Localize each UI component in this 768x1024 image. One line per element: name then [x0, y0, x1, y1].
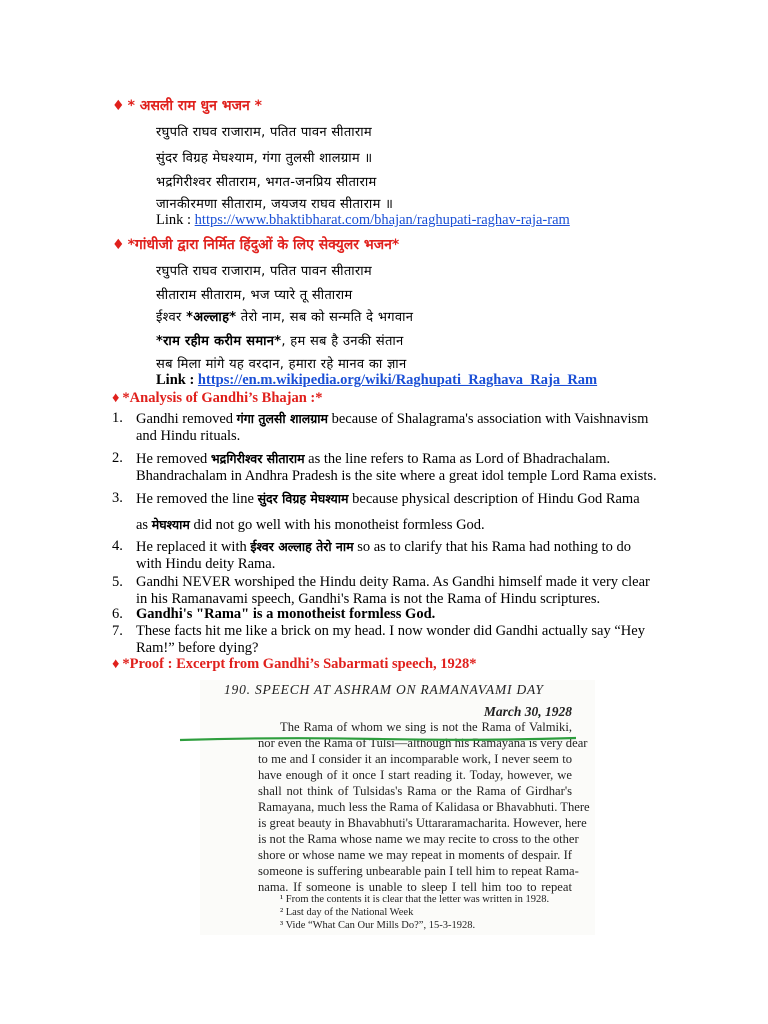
source-link-1: Link : https://www.bhaktibharat.com/bhajan/raghupati-raghav-raja-ram [156, 212, 570, 228]
excerpt-line: nama. If someone is unable to sleep I tell him too to repeat [258, 880, 572, 894]
excerpt-line: have enough of it once I start reading it. Today, however, we [258, 768, 572, 782]
excerpt-body [258, 719, 590, 895]
verse-line: जानकीरमणा सीताराम, जयजय राघव सीताराम ॥ [156, 197, 394, 212]
bhaktibharat-link[interactable]: https://www.bhaktibharat.com/bhajan/raghupati-raghav-raja-ram [194, 212, 570, 228]
excerpt-line: is great beauty in Bhavabhuti's Uttararamacharita. However, here [258, 816, 587, 830]
verse-line: ईश्वर *अल्लाह* तेरो नाम, सब को सन्मति दे भगवान [156, 310, 414, 325]
excerpt-line: is not the Rama whose name we may recite to cross to the other [258, 832, 579, 846]
excerpt-line: nor even the Rama of Tulsi—although his Ramayana is very dear [258, 736, 588, 750]
verse-line: भद्रगिरीश्वर सीताराम, भगत-जनप्रिय सीताराम [156, 175, 377, 190]
diamond-bullet-icon: ♦ [112, 98, 125, 114]
excerpt-line: The Rama of whom we sing is not the Rama of Valmiki, [280, 720, 572, 734]
verse-line: सब मिला मांगे यह वरदान, हमारा रहे मानव का ज्ञान [156, 357, 407, 372]
diamond-bullet-icon: ♦ [112, 656, 120, 672]
excerpt-line: shall not think of Tulsidas's Rama or the Rama of Girdhar's [258, 784, 572, 798]
scanned-excerpt [200, 680, 595, 935]
verse-line: *राम रहीम करीम समान*, हम सब है उनकी संतान [156, 334, 404, 349]
source-link-2: Link : https://en.m.wikipedia.org/wiki/Raghupati_Raghava_Raja_Ram [156, 372, 598, 388]
diamond-bullet-icon: ♦ [112, 390, 120, 406]
green-underline-annotation [178, 735, 578, 743]
section-heading-3: ♦ *Analysis of Gandhi’s Bhajan :* [112, 390, 323, 406]
excerpt-line: to me and I consider it an incomparable work, I never seem to [258, 752, 572, 766]
wikipedia-link[interactable]: https://en.m.wikipedia.org/wiki/Raghupati_Raghava_Raja_Ram [197, 372, 598, 388]
excerpt-line: shore or whose name we may repeat in moments of despair. If [258, 848, 572, 862]
section-heading-2: ♦ *गांधीजी द्वारा निर्मित हिंदुओं के लिए सेक्युलर भजन* [112, 237, 400, 253]
section-heading-1: ♦ * असली राम धुन भजन * [112, 98, 262, 114]
document-page: ♦ * असली राम धुन भजन * रघुपति राघव राजाराम, पतित पावन सीताराम सुंदर विग्रह मेघश्याम, गंगा तुलसी शालग्राम ॥ भद्रगिरीश्वर सीताराम, भगत-जनप्रिय सीताराम जानकीरमणा सीताराम, जयजय राघव सीताराम ॥ Link : https://www.bhaktibharat.com/bhajan/raghupati-raghav-raja-ram ♦ *गांधीजी द्वारा निर्मित हिंदुओं के लिए सेक्युलर भजन* रघुपति राघव राजाराम, पतित पावन सीताराम सीताराम सीताराम, भज प्यारे तू सीताराम ईश्वर *अल्लाह* तेरो नाम, सब को सन्मति दे भगवान *राम रहीम करीम समान*, हम सब है उनकी संतान सब मिला मांगे यह वरदान, हमारा रहे मानव का ज्ञान Link : https://en.m.wikipedia.org/wiki/Raghupati_Raghava_Raja_Ram ♦ *Analysis of Gandhi’s Bhajan :* 1. Gandhi removed गंगा तुलसी शालग्राम because of Shalagrama's association with Vaishnavism and Hindu rituals. 2. He removed भद्रगिरीश्वर सीताराम as the line refers to Rama as Lord of Bhadrachalam. Bhandrachalam in Andhra Pradesh is the site where a great idol temple Lord Rama exists. 3. He removed the line सुंदर विग्रह मेघश्याम because physical description of Hindu God Rama as मेघश्याम did not go well with his monotheist formless God. 4. He replaced it with ईश्वर अल्लाह तेरो नाम so as to clarify that his Rama had nothing to do with Hindu deity Rama. 5. Gandhi NEVER worshiped the Hindu deity Rama. As Gandhi himself made it very clear in his Ramanavami speech, Gandhi's Rama is not the Rama of Hindu scriptures. 6. Gandhi's "Rama" is a monotheist formless God. 7. These facts hit me like a brick on my head. I now wonder did Gandhi actually say “Hey Ram!” before dying? ♦ *Proof : Excerpt from Gandhi’s Sabarmati speech, 1928* 190. SPEECH AT ASHRAM ON RAMANAVAMI DAY March 30, 1928 The Rama of whom we sing is not the Rama of Valmiki, nor even the Rama of Tulsi—although his Ramayana is very dear to me and I consider it an incomparable work, I never seem to have enough of it once I start reading it. Today, however, we shall not think of Tulsidas's Rama or the Rama of Girdhar's Ramayana, much less the Rama of Kalidasa or Bhavabhuti. There is great beauty in Bhavabhuti's Uttararamacharita. However, here is not the Rama whose name we may recite to cross to the other shore or whose name we may repeat in moments of despair. If someone is suffering unbearable pain I tell him to repeat Rama- nama. If someone is unable to sleep I tell him too to repeat ¹ From the contents it is clear that the letter was written in 1928. ² Last day of the National Week ³ Vide “What Can Our Mills Do?”, 15-3-1928. [0, 0, 768, 1024]
verse-line: रघुपति राघव राजाराम, पतित पावन सीताराम [156, 264, 372, 279]
section-heading-4: ♦ *Proof : Excerpt from Gandhi’s Sabarmati speech, 1928* [112, 656, 477, 672]
diamond-bullet-icon: ♦ [112, 237, 125, 253]
verse-line: सुंदर विग्रह मेघश्याम, गंगा तुलसी शालग्राम ॥ [156, 151, 373, 166]
verse-line: सीताराम सीताराम, भज प्यारे तू सीताराम [156, 288, 353, 303]
excerpt-date: March 30, 1928 [483, 704, 572, 719]
verse-line: रघुपति राघव राजाराम, पतित पावन सीताराम [156, 125, 372, 140]
excerpt-line: Ramayana, much less the Rama of Kalidasa or Bhavabhuti. There [258, 800, 590, 814]
excerpt-title: 190. SPEECH AT ASHRAM ON RAMANAVAMI DAY [224, 682, 544, 697]
excerpt-line: someone is suffering unbearable pain I tell him to repeat Rama- [258, 864, 579, 878]
footnote: ³ Vide “What Can Our Mills Do?”, 15-3-1928. [280, 920, 476, 931]
footnote: ¹ From the contents it is clear that the letter was written in 1928. [280, 894, 550, 905]
footnote: ² Last day of the National Week [280, 907, 414, 918]
